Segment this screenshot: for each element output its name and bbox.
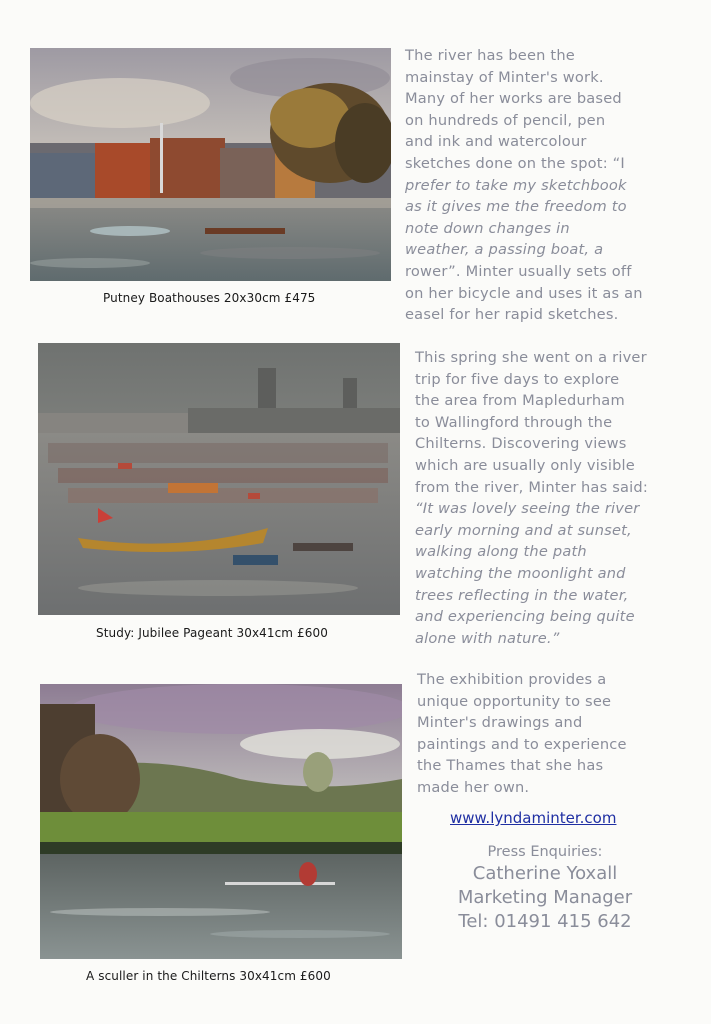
text-line-quote: weather, a passing boat, a	[405, 241, 604, 259]
website-link[interactable]: www.lyndaminter.com	[450, 809, 617, 827]
text-line: which are usually only visible	[415, 456, 635, 474]
text-line: trip for five days to explore	[415, 370, 620, 388]
text-line: from the river, Minter has said:	[415, 478, 648, 496]
text-line-quote: alone with nature.”	[415, 629, 560, 647]
caption-sculler-chilterns: A sculler in the Chilterns 30x41cm £600	[86, 969, 331, 983]
text-line: and ink and watercolour	[405, 133, 587, 151]
text-line-quote: and experiencing being quite	[415, 608, 635, 626]
text-line: Minter's drawings and	[417, 714, 583, 732]
painting-sculler-chilterns	[40, 684, 402, 959]
text-line: rower”. Minter usually sets off	[405, 262, 632, 280]
contact-name: Catherine Yoxall	[472, 863, 618, 884]
painting-putney-boathouses	[30, 48, 391, 281]
text-line: on her bicycle and uses it as an	[405, 284, 643, 302]
text-line-quote: walking along the path	[415, 543, 587, 561]
paragraph-exhibition	[417, 669, 627, 799]
contact-role: Marketing Manager	[457, 887, 633, 908]
text-line: Many of her works are based	[405, 90, 622, 108]
text-line: the area from Mapledurham	[415, 392, 625, 410]
text-line-quote: note down changes in	[405, 219, 570, 237]
text-line: The river has been the	[405, 47, 575, 64]
text-line: The exhibition provides a	[417, 671, 607, 688]
press-contact	[430, 842, 660, 934]
text-line: easel for her rapid sketches.	[405, 306, 619, 324]
text-line-quote: watching the moonlight and	[415, 564, 626, 582]
text-line: unique opportunity to see	[417, 692, 612, 710]
painting-jubilee-pageant	[38, 343, 400, 615]
text-line-quote: early morning and at sunset,	[415, 521, 632, 539]
text-line-quote: prefer to take my sketchbook	[405, 176, 627, 194]
caption-jubilee-pageant: Study: Jubilee Pageant 30x41cm £600	[96, 626, 328, 640]
text-line: on hundreds of pencil, pen	[405, 111, 606, 129]
text-line: paintings and to experience	[417, 735, 627, 753]
caption-putney-boathouses: Putney Boathouses 20x30cm £475	[103, 291, 316, 305]
text-line: mainstay of Minter's work.	[405, 68, 604, 86]
text-line: sketches done on the spot: “I	[405, 154, 625, 172]
text-line: to Wallingford through the	[415, 413, 613, 431]
press-enquiries-heading: Press Enquiries:	[487, 844, 603, 860]
text-line: This spring she went on a river	[415, 349, 647, 366]
text-line: Chilterns. Discovering views	[415, 435, 627, 453]
paragraph-river-mainstay	[405, 45, 643, 326]
text-line-quote: as it gives me the freedom to	[405, 198, 627, 216]
text-line-quote: trees reflecting in the water,	[415, 586, 629, 604]
text-line: the Thames that she has	[417, 757, 604, 775]
paragraph-spring-river-trip	[415, 347, 648, 649]
text-line-quote: “It was lovely seeing the river	[415, 500, 640, 518]
contact-telephone: Tel: 01491 415 642	[458, 911, 632, 932]
text-line: made her own.	[417, 778, 530, 796]
